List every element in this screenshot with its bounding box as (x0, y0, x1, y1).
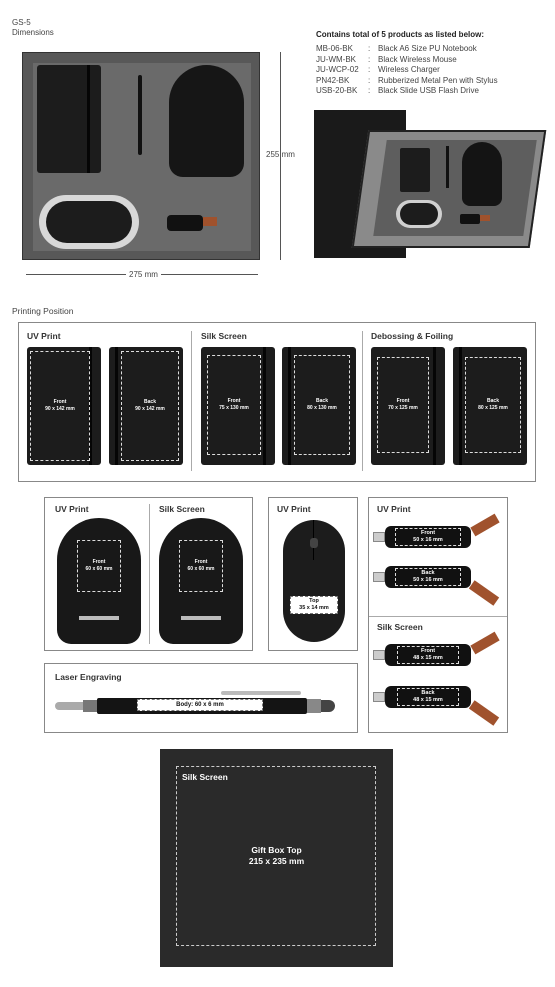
usb-drive (385, 686, 471, 708)
print-area: Front 60 x 60 mm (179, 540, 223, 592)
usb-drive (385, 644, 471, 666)
print-area: Back 50 x 16 mm (395, 568, 461, 586)
print-area: Back 90 x 142 mm (121, 351, 179, 461)
print-area: Front 48 x 15 mm (397, 646, 459, 664)
print-area: Front 50 x 16 mm (395, 528, 461, 546)
notebook-back (453, 347, 527, 465)
print-area: Top 35 x 14 mm (290, 596, 338, 614)
uv-print-title: UV Print (277, 504, 311, 514)
uv-print-title: UV Print (27, 331, 61, 341)
laser-engraving-title: Laser Engraving (55, 672, 122, 682)
gift-box-label: Gift Box Top 215 x 235 mm (248, 845, 305, 866)
contents-list (316, 44, 498, 97)
print-area: Back 80 x 130 mm (294, 355, 350, 455)
list-item: MB-06-BK : Black A6 Size PU Notebook (316, 44, 477, 53)
gift-set-top-view (22, 52, 260, 260)
notebook-front (201, 347, 275, 465)
width-dimension: 275 mm (126, 270, 161, 280)
uv-print-title: UV Print (55, 504, 89, 514)
print-area: Back 80 x 125 mm (465, 357, 521, 453)
print-area: Front 60 x 60 mm (77, 540, 121, 592)
height-dimension: 255 mm (266, 150, 295, 159)
contents-heading: Contains total of 5 products as listed below: (316, 30, 485, 39)
uv-print-title: UV Print (377, 504, 411, 514)
notebook-back (109, 347, 183, 465)
set-code: GS-5 (12, 18, 31, 27)
notebook-print-panel (18, 322, 536, 482)
usb-drive (385, 526, 471, 548)
mouse-print-panel (268, 497, 358, 651)
pen-body (97, 698, 307, 714)
printing-heading: Printing Position (12, 306, 74, 316)
list-item: PN42-BK : Rubberized Metal Pen with Stylus (316, 75, 498, 85)
print-area: Front 90 x 142 mm (30, 351, 90, 461)
silk-screen-title: Silk Screen (182, 772, 228, 782)
silk-screen-title: Silk Screen (377, 622, 423, 632)
notebook-back (282, 347, 356, 465)
dimensions-label: Dimensions (12, 28, 54, 37)
print-area: Body: 60 x 6 mm (137, 699, 263, 711)
list-item: JU-WCP-02 : Wireless Charger (316, 65, 440, 74)
pen-print-panel (44, 663, 358, 733)
mouse-top (283, 520, 345, 642)
notebook-front (371, 347, 445, 465)
debossing-title: Debossing & Foiling (371, 331, 454, 341)
print-area: Front 70 x 125 mm (377, 357, 429, 453)
usb-drive (385, 566, 471, 588)
gift-box-top (160, 749, 393, 967)
silk-screen-title: Silk Screen (159, 504, 205, 514)
notebook-front (27, 347, 101, 465)
list-item: USB-20-BK : Black Slide USB Flash Drive (316, 86, 479, 95)
charger-front (159, 518, 243, 644)
print-area: Front 75 x 130 mm (207, 355, 261, 455)
print-area: Back 48 x 15 mm (397, 688, 459, 706)
charger-print-panel (44, 497, 253, 651)
silk-screen-title: Silk Screen (201, 331, 247, 341)
usb-print-panel (368, 497, 508, 733)
charger-front (57, 518, 141, 644)
list-item: JU-WM-BK : Black Wireless Mouse (316, 54, 457, 64)
